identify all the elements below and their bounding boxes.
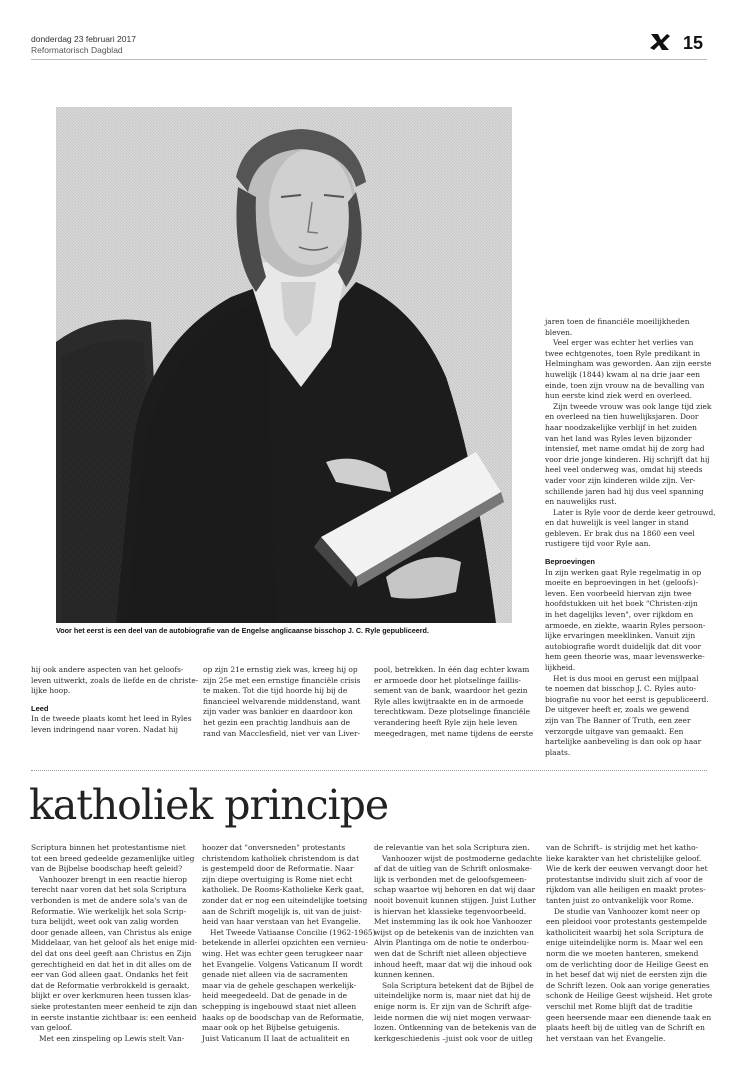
text-line: gebleven. Er brak dus na 1860 een veel [545,528,695,538]
text-line: hartelijke aanbeveling is dan ook op haar [545,737,702,747]
text-line: Zijn tweede vrouw was ook lange tijd ziek [553,401,712,411]
text-line: verandering heeft Ryle zijn hele leven [374,717,518,727]
text-line: Reformatie. Wie werkelijk het sola Scrip- [31,906,187,916]
text-line: zijn van The Banner of Truth, een zeer [545,715,691,725]
text-line: Juist Vaticanum II laat de actualiteit en [202,1033,350,1043]
text-line: enige uiteindelijke norm is. Maar wel een [546,938,703,948]
text-line: Middelaar, van het geloof als het enige mid- [31,938,197,948]
text-line: is gestempeld door de Reformatie. Naar [202,864,354,874]
lower-column-3 [374,843,543,1044]
text-line: Ryle alles kwijtraakte en in de armoede [374,696,524,706]
text-line: kunnen kennen. [374,970,435,980]
text-line: christendom katholiek christendom is dat [202,853,360,863]
text-line: het gezin een prachtig landhuis aan de [203,717,351,727]
text-line: te noemen dat bisschop J. C. Ryles auto- [545,684,697,694]
upper-column-2 [203,665,363,739]
text-line: zijn vader was bankier en daardoor kon [203,707,353,717]
text-line: en dat huwelijk is veel langer in stand [545,518,689,528]
text-line: tura belijdt, weet ook van zalig worden [31,917,179,927]
text-line: van het land was Ryles leven bijzonder [545,433,692,443]
text-line: In de tweede plaats komt het leed in Ryles [31,714,192,724]
text-line: aan de Schrift mogelijk is, uit van de juist- [202,906,362,916]
lower-column-1 [31,843,198,1044]
text-line: Met een zinspeling op Lewis stelt Van- [39,1033,185,1043]
text-line: meegedragen, met name tijdens de eerste [374,728,534,738]
text-line: maar ook op het Bijbelse getuigenis. [202,1023,340,1033]
text-line: schonk de Heilige Geest wijsheid. Het grote [546,991,713,1001]
text-line: genade niet alleen via de sacramenten [202,970,348,980]
text-line: vader voor zijn kinderen wilde zijn. Ver- [545,475,696,485]
text-line: van de Schrift– is strijdig met het katho- [546,843,699,852]
text-line: katholiek. De Rooms-Katholieke Kerk gaat, [202,885,365,895]
text-line: hoofdstukken uit het boek "Christen-zijn [545,599,698,609]
text-line: leven. Een voorbeeld hiervan zijn twee [545,588,692,598]
text-line: terechtkwam. Deze plotselinge financiële [374,707,531,717]
text-line: Het Tweede Vatiaanse Concilie (1962-1965) [210,927,376,937]
text-line: een pleidooi voor protestants gestempelde [546,917,707,927]
text-line: leven indringend naar voren. Nadat hij [31,724,178,734]
text-line: Vanhoozer wijst de postmoderne gedachte [382,853,543,863]
text-line: lijke hoop. [31,686,71,696]
text-line: Veel erger was echter het verlies van [553,338,694,348]
text-line: intensief, met name omdat hij de zorg had [545,444,705,454]
header-divider [31,59,707,60]
text-line: hoozer dat "onversneden" protestants [202,843,346,852]
text-line: lijke ervaringen meeklinken. Vanuit zijn [545,631,696,641]
text-line: financieel welvarende middenstand, want [203,696,361,706]
text-line: wen dat de Schrift niet alleen objectieve [374,948,527,958]
section-heading-leed: Leed [31,703,49,713]
text-line: In zijn werken gaat Ryle regelmatig in op [545,567,702,577]
text-line: hij ook andere aspecten van het geloofs- [31,665,184,674]
text-line: enige norm is. Er zijn van de Schrift afge- [374,1001,532,1011]
text-line: Wie de kerk der eeuwen vervangt door het [546,864,708,874]
text-line: te maken. Tot die tijd hoorde hij bij de [203,686,348,696]
text-line: haaks op de boodschap van de Reformatie, [202,1012,365,1022]
text-line: heid meegedeeld. Dat de genade in de [202,991,348,1001]
text-line: tanten juist zo ontvankelijk voor Rome. [546,895,694,905]
text-line: katholiciteit waarbij het sola Scriptura de [546,927,704,937]
text-line: sieke protestanten meer eenheid te zijn dan [31,1001,198,1011]
text-line: rustigere tijd voor Ryle aan. [545,539,651,549]
text-line: gerechtigheid en dat het in dit alles om de [31,959,192,969]
text-line: plaats. [545,747,571,757]
text-line: Scriptura binnen het protestantisme niet [31,843,186,852]
text-line: dat de Reformatie verbrokkeld is geraakt, [31,980,190,990]
text-line: is hiervan het klassieke tegenvoorbeeld. [374,906,527,916]
text-line: voor drie jonge kinderen. Hij schrijft dat hij [545,454,710,464]
text-line: het Evangelie. Volgens Vaticanum II wordt [202,959,363,969]
text-line: leide normen die wij niet mogen verwaar- [374,1012,532,1022]
article-headline: katholiek principe [29,781,389,829]
newspaper-logo-icon [649,32,671,52]
text-line: sement van de bank, waardoor het gezin [374,686,528,696]
text-line: plaats heeft bij de uitleg van de Schrift en [546,1023,705,1033]
header-date: donderdag 23 februari 2017 [31,34,136,44]
text-line: van de Bijbelse boodschap heeft geleid? [31,864,183,874]
text-line: terecht naar voren dat het sola Scriptura [31,885,187,895]
text-line: Met instemming las ik ook hoe Vanhoozer [374,917,532,927]
text-line: einde, toen zijn vrouw na de bevalling van [545,380,705,390]
text-line: verbonden is met de andere sola's van de [31,895,188,905]
text-line: lijk is verbonden met de geloofsgemeen- [374,874,527,884]
text-line: kerkgeschiedenis –juist ook voor de uitleg [374,1033,533,1043]
text-line: heel veel onderweg was, omdat hij steeds [545,465,703,475]
text-line: Vanhoozer brengt in een reactie hierop [39,874,188,884]
text-line: De uitgever heeft er, zoals we gewend [545,705,690,715]
page-number: 15 [683,33,704,53]
text-line: en nauwelijks rust. [545,497,617,507]
text-line: del dat ons deel geeft aan Christus en Zijn [31,948,192,958]
text-line: De studie van Vanhoozer komt neer op [554,906,701,916]
text-line: norm die we moeten hanteren, smekend [546,948,699,958]
section-divider [31,770,707,771]
text-line: leven uitwerkt, zoals de liefde en de christe- [31,675,199,685]
text-line: Helmingham was geworden. Aan zijn eerste [545,359,712,369]
text-line: hun eerste kind ziek werd en overleed. [545,391,692,401]
text-line: en overleed na tien huwelijksjaren. Door [545,412,699,422]
section-heading-beproevingen: Beproevingen [545,557,596,567]
text-line: schap waartoe wij behoren en dat wij daar [374,885,536,895]
text-line: bleven. [545,327,573,337]
photo-caption: Voor het eerst is een deel van de autobiografie van de Engelse anglicaanse bisschop J. C. Ryle gepubliceerd. [56,626,429,635]
text-line: zijn 25e met een ernstige financiële crisis [203,675,361,685]
text-line: lieke karakter van het christelijke geloof. [546,853,702,863]
text-line: hem geen theorie was, maar levenswerke- [545,652,705,662]
text-line: rand van Macclesfield, niet ver van Liver- [203,728,361,738]
text-line: op zijn 21e ernstig ziek was, kreeg hij op [203,665,358,674]
upper-column-1 [31,665,199,736]
text-line: wing. Het was echter geen terugkeer naar [202,948,363,958]
text-line: jaren toen de financiële moeilijkheden [545,317,690,326]
text-line: door genade alleen, van Christus als enige [31,927,192,937]
text-line: Alvin Plantinga om de notie te onderbou- [374,938,529,948]
text-line: biografie nu voor het eerst is gepubliceerd. [545,694,709,704]
text-line: Later is Ryle voor de derde keer getrouwd, [553,507,716,517]
text-line: lijkheid. [545,663,576,672]
text-line: wijst op de betekenis van de inzichten van [374,927,534,937]
text-line: maar via de gehele geschapen werkelijk- [202,980,357,990]
text-line: lozen. Ontkenning van de betekenis van de [374,1023,537,1033]
text-line: protestantse individu sluit zich af voor de [546,874,703,884]
text-line: betekende in allerlei opzichten een vernieu- [202,938,369,948]
text-line: rijkdom van alle heiligen en maakt protes- [546,885,706,895]
text-line: haar noodzakelijke verblijf in het zuiden [545,422,697,432]
text-line: moeite en beproevingen in het (geloofs)- [545,578,699,588]
text-line: de Schrift lezen. Ook aan vorige generaties [546,980,710,990]
text-line: schillende jaren had hij dus veel spanning [545,486,704,496]
text-line: zijn diepe overtuiging is Rome niet echt [202,874,353,884]
text-line: het verstaan van het Evangelie. [546,1033,666,1043]
text-line: blijkt er over kerkmuren heen tussen klas- [31,991,192,1001]
portrait-photo [56,107,512,623]
text-line: in het besef dat wij niet de eersten zijn die [546,970,708,980]
text-line: uiteindelijke norm is, maar niet dat hij de [374,991,531,1001]
upper-right-column [545,317,716,758]
text-line: armoede, en ziekte, waarin Ryles persoon- [545,620,706,630]
text-line: af dat de uitleg van de Schrift onlosmake- [374,864,532,874]
text-line: heid van haar verstaan van het Evangelie. [202,917,361,927]
lower-column-4 [546,843,712,1044]
newspaper-name: Reformatorisch Dagblad [31,45,123,55]
text-line: verzorgde uitgave van gemaakt. Een [545,726,684,736]
text-line: inhoud heeft, maar dat wij die inhoud ook [374,959,532,969]
lower-column-2 [202,843,376,1044]
text-line: autobiografie wordt duidelijk dat dit voor [545,641,702,651]
text-line: zonder dat er nog een uiteindelijke toetsing [202,895,368,905]
text-line: geen heersende maar een dienende taak en [546,1012,712,1022]
text-line: Het is dus mooi en gerust een mijlpaal [553,673,699,683]
text-line: van geloof. [31,1023,73,1033]
text-line: schepping is ingebouwd staat niet alleen [202,1001,357,1011]
text-line: om de verlichting door de Heilige Geest en [546,959,709,969]
text-line: eer van God alleen gaat. Ondanks het feit [31,970,189,980]
text-line: pool, betrekken. In één dag echter kwam [374,665,530,674]
text-line: verschil met Rome blijft dat de traditie [546,1001,693,1011]
text-line: huwelijk (1844) kwam al na drie jaar een [545,369,701,379]
text-line: in eerste instantie zichtbaar is: een eenheid [31,1012,197,1022]
text-line: nooit bovenuit kunnen stijgen. Juist Luther [374,895,537,905]
upper-column-3 [374,665,534,739]
text-line: in het dagelijks leven", over rijkdom en [545,610,694,620]
text-line: de relevantie van het sola Scriptura zien. [374,843,530,852]
text-line: er armoede door het plotselinge faillis- [374,675,521,685]
text-line: twee echtgenotes, toen Ryle predikant in [545,348,701,358]
text-line: tot een breed gedeelde gezamenlijke uitleg [31,853,195,863]
text-line: Sola Scriptura betekent dat de Bijbel de [382,980,534,990]
